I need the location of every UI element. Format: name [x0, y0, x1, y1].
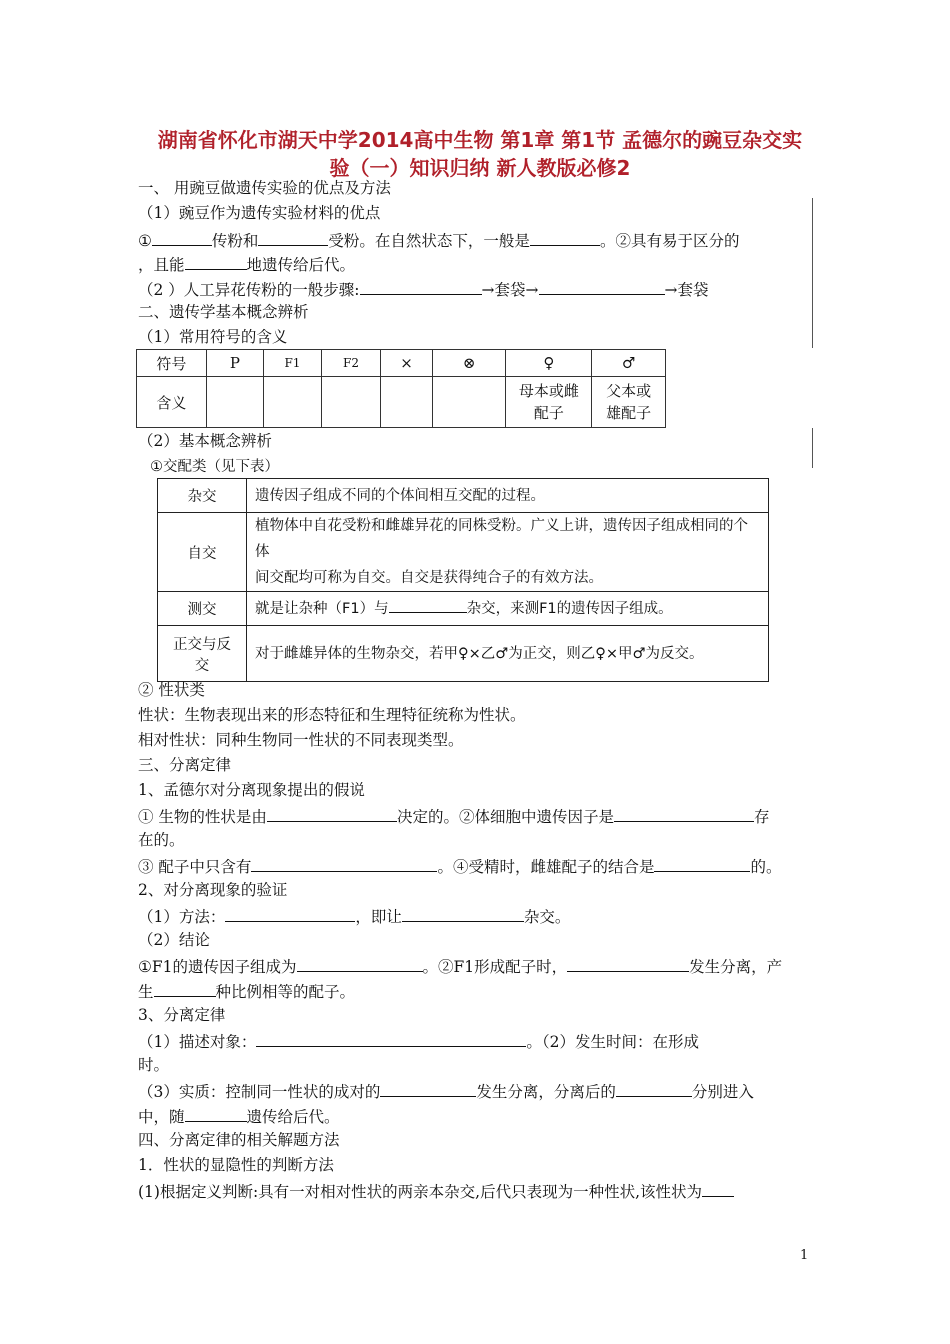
symbol-header: ×: [381, 350, 432, 377]
answer-blank[interactable]: [539, 278, 665, 295]
answer-blank[interactable]: [256, 1030, 526, 1047]
term-cell: 正交与反交: [158, 626, 247, 682]
law-description: （1）描述对象： 。（2）发生时间：在形成: [138, 1030, 699, 1052]
s2-point-1: （1）常用符号的含义: [138, 328, 288, 346]
s2-point-traits: ② 性状类: [138, 681, 205, 699]
answer-blank[interactable]: [152, 229, 212, 246]
relative-trait-definition: 相对性状：同种生物同一性状的不同表现类型。: [138, 731, 464, 749]
symbol-table: [136, 349, 666, 428]
s3-point-3: 3、分离定律: [138, 1006, 226, 1024]
symbol-header: ♂: [592, 350, 666, 377]
term-cell: 自交: [158, 513, 247, 592]
s3-point-1: 1、孟德尔对分离现象提出的假说: [138, 781, 365, 799]
hypothesis-line-1: ① 生物的性状是由 决定的。②体细胞中遗传因子是 存: [138, 805, 769, 827]
meaning-female: 母本或雌 配子: [506, 377, 592, 428]
answer-blank[interactable]: [267, 805, 397, 822]
answer-blank[interactable]: [654, 855, 750, 872]
document-title: 湖南省怀化市湖天中学2014高中生物 第1章 第1节 孟德尔的豌豆杂交实验（一）知识归纳 新人教版必修2: [157, 128, 803, 180]
answer-blank[interactable]: [614, 805, 754, 822]
mating-types-heading: ①交配类（见下表）: [150, 459, 279, 475]
section-1-heading: 一、 用豌豆做遗传实验的优点及方法: [138, 179, 391, 197]
definition-cell: 遗传因子组成不同的个体间相互交配的过程。: [247, 479, 769, 513]
margin-rule: [812, 428, 813, 468]
section-4-heading: 四、分离定律的相关解题方法: [138, 1131, 340, 1149]
s2-point-2: （2）基本概念辨析: [138, 432, 272, 450]
law-essence-cont: 中，随 遗传给后代。: [138, 1105, 340, 1127]
answer-blank[interactable]: [402, 905, 524, 922]
hypothesis-line-3: ③ 配子中只含有 。④受精时，雌雄配子的结合是 的。: [138, 855, 781, 877]
answer-blank[interactable]: [225, 905, 355, 922]
law-description-cont: 时。: [138, 1056, 170, 1074]
section-3-heading: 三、分离定律: [138, 756, 232, 774]
symbol-header: ♀: [506, 350, 592, 377]
term-cell: 测交: [158, 592, 247, 626]
answer-blank[interactable]: [185, 253, 247, 270]
s1-line-advantages-cont: ，且能 地遗传给后代。: [138, 253, 355, 275]
term-cell: 杂交: [158, 479, 247, 513]
answer-blank[interactable]: [258, 229, 328, 246]
meaning-male: 父本或 雄配子: [592, 377, 666, 428]
definition-cell: 对于雌雄异体的生物杂交，若甲♀×乙♂为正交，则乙♀×甲♂为反交。: [247, 626, 769, 682]
mating-types-table: [157, 478, 769, 682]
section-2-heading: 二、遗传学基本概念辨析: [138, 303, 309, 321]
hypothesis-line-2: 在的。: [138, 831, 185, 849]
answer-blank[interactable]: [530, 229, 600, 246]
answer-blank[interactable]: [567, 955, 689, 972]
margin-rule: [812, 198, 813, 348]
answer-blank[interactable]: [297, 955, 423, 972]
verification-conclusion: （2）结论: [138, 931, 210, 949]
symbol-header: 符号: [137, 350, 207, 377]
meaning-label: 含义: [137, 377, 207, 428]
trait-definition: 性状：生物表现出来的形态特征和生理特征统称为性状。: [138, 706, 526, 724]
answer-blank[interactable]: [251, 855, 437, 872]
answer-blank[interactable]: [616, 1080, 692, 1097]
answer-blank[interactable]: [702, 1180, 734, 1197]
definition-cell: 就是让杂种（F1）与 杂交，来测F1的遗传因子组成。: [247, 592, 769, 626]
meaning-cell[interactable]: [381, 377, 432, 428]
page-number: 1: [800, 1248, 809, 1263]
s4-point-1: 1．性状的显隐性的判断方法: [138, 1156, 334, 1174]
meaning-cell[interactable]: [321, 377, 381, 428]
answer-blank[interactable]: [185, 1105, 247, 1122]
symbol-header: P: [206, 350, 264, 377]
s4-point-2: (1)根据定义判断:具有一对相对性状的两亲本杂交,后代只表现为一种性状,该性状为: [138, 1180, 734, 1202]
answer-blank[interactable]: [380, 1080, 476, 1097]
conclusion-line-1: ①F1的遗传因子组成为 。②F1形成配子时， 发生分离，产: [138, 955, 782, 977]
verification-method: （1）方法： ，即让 杂交。: [138, 905, 570, 927]
law-essence: （3）实质：控制同一性状的成对的 发生分离，分离后的 分别进入: [138, 1080, 754, 1102]
s1-point-1: （1）豌豆作为遗传实验材料的优点: [138, 204, 381, 222]
symbol-header: F1: [264, 350, 322, 377]
s1-point-2: （2 ）人工异花传粉的一般步骤: →套袋→ →套袋: [138, 278, 709, 300]
answer-blank[interactable]: [360, 278, 482, 295]
conclusion-line-2: 生 种比例相等的配子。: [138, 980, 355, 1002]
s3-point-2: 2、对分离现象的验证: [138, 881, 288, 899]
symbol-header: ⊗: [432, 350, 506, 377]
definition-cell: 植物体中自花受粉和雌雄异花的同株受粉。广义上讲，遗传因子组成相同的个体 间交配均可称为自交。自交是获得纯合子的有效方法。: [247, 513, 769, 592]
symbol-header: F2: [321, 350, 381, 377]
answer-blank[interactable]: [389, 596, 467, 613]
meaning-cell[interactable]: [206, 377, 264, 428]
s1-line-advantages: ① 传粉和 受粉。在自然状态下，一般是 。②具有易于区分的: [138, 229, 739, 251]
meaning-cell[interactable]: [264, 377, 322, 428]
meaning-cell[interactable]: [432, 377, 506, 428]
answer-blank[interactable]: [154, 980, 216, 997]
